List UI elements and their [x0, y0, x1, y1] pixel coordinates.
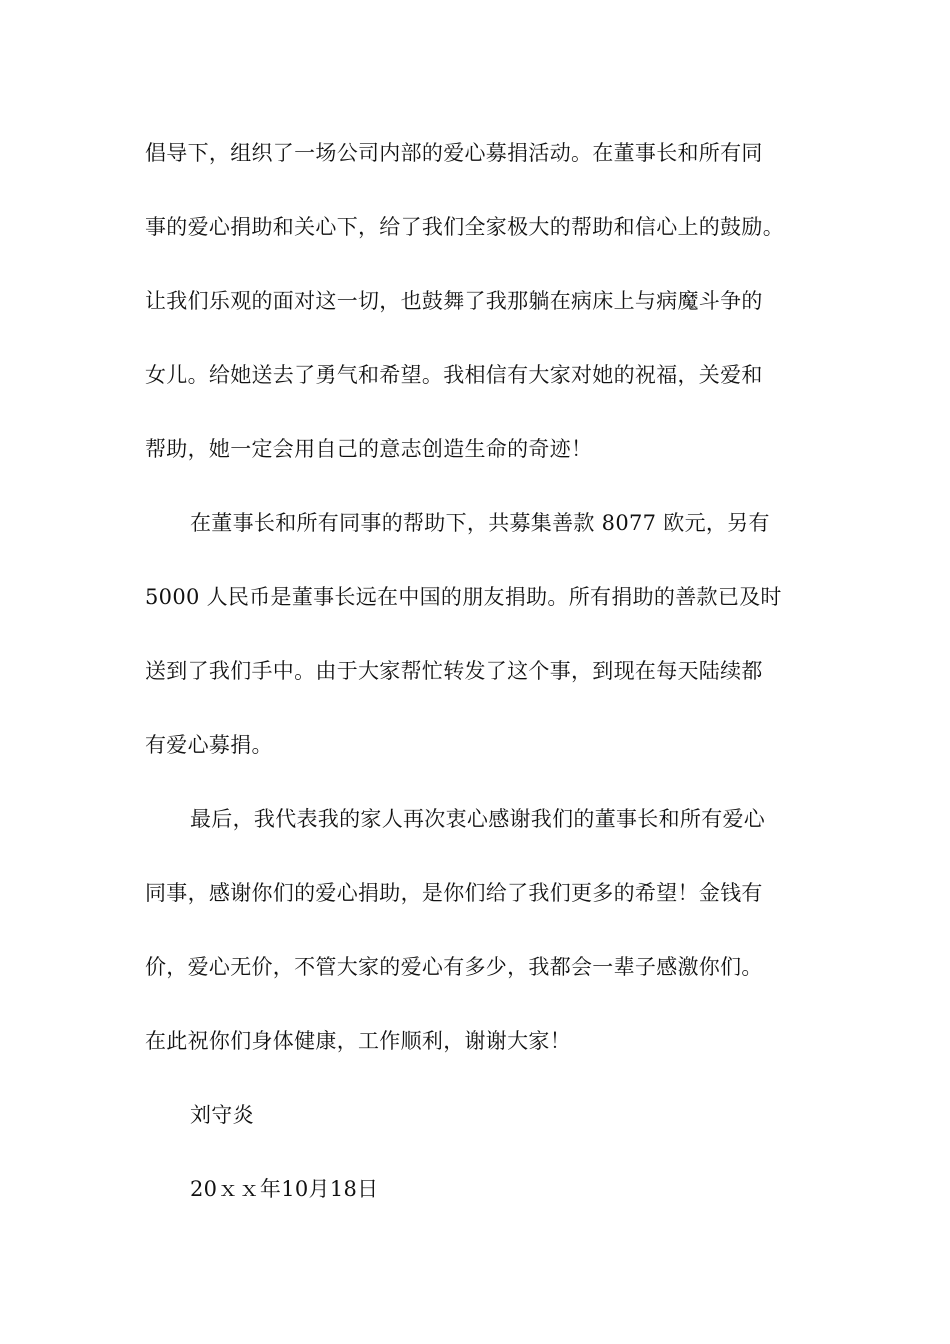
text-line: 帮助，她一定会用自己的意志创造生命的奇迹！: [145, 437, 593, 461]
letter-date: 20ｘｘ年10月18日: [190, 1177, 379, 1201]
signature: 刘守炎: [190, 1103, 254, 1127]
text-line: 让我们乐观的面对这一切，也鼓舞了我那躺在病床上与病魔斗争的: [145, 289, 763, 313]
text-line: 有爱心募捐。: [145, 733, 273, 757]
text-line: 价，爱心无价，不管大家的爱心有多少，我都会一辈子感激你们。: [145, 955, 763, 979]
text-line: 送到了我们手中。由于大家帮忙转发了这个事，到现在每天陆续都: [145, 659, 763, 683]
text-line: 同事，感谢你们的爱心捐助，是你们给了我们更多的希望！金钱有: [145, 881, 763, 905]
letter-body: [145, 133, 815, 1243]
text-line: 在此祝你们身体健康，工作顺利，谢谢大家！: [145, 1029, 571, 1053]
text-line: 倡导下，组织了一场公司内部的爱心募捐活动。在董事长和所有同: [145, 141, 763, 165]
text-line: 事的爱心捐助和关心下，给了我们全家极大的帮助和信心上的鼓励。: [145, 215, 784, 239]
paragraph-start-line: 最后，我代表我的家人再次衷心感谢我们的董事长和所有爱心: [190, 807, 766, 831]
text-line: 女儿。给她送去了勇气和希望。我相信有大家对她的祝福，关爱和: [145, 363, 763, 387]
paragraph-start-line: 在董事长和所有同事的帮助下，共募集善款 8077 欧元，另有: [190, 511, 770, 535]
text-line: 5000 人民币是董事长远在中国的朋友捐助。所有捐助的善款已及时: [145, 585, 782, 609]
